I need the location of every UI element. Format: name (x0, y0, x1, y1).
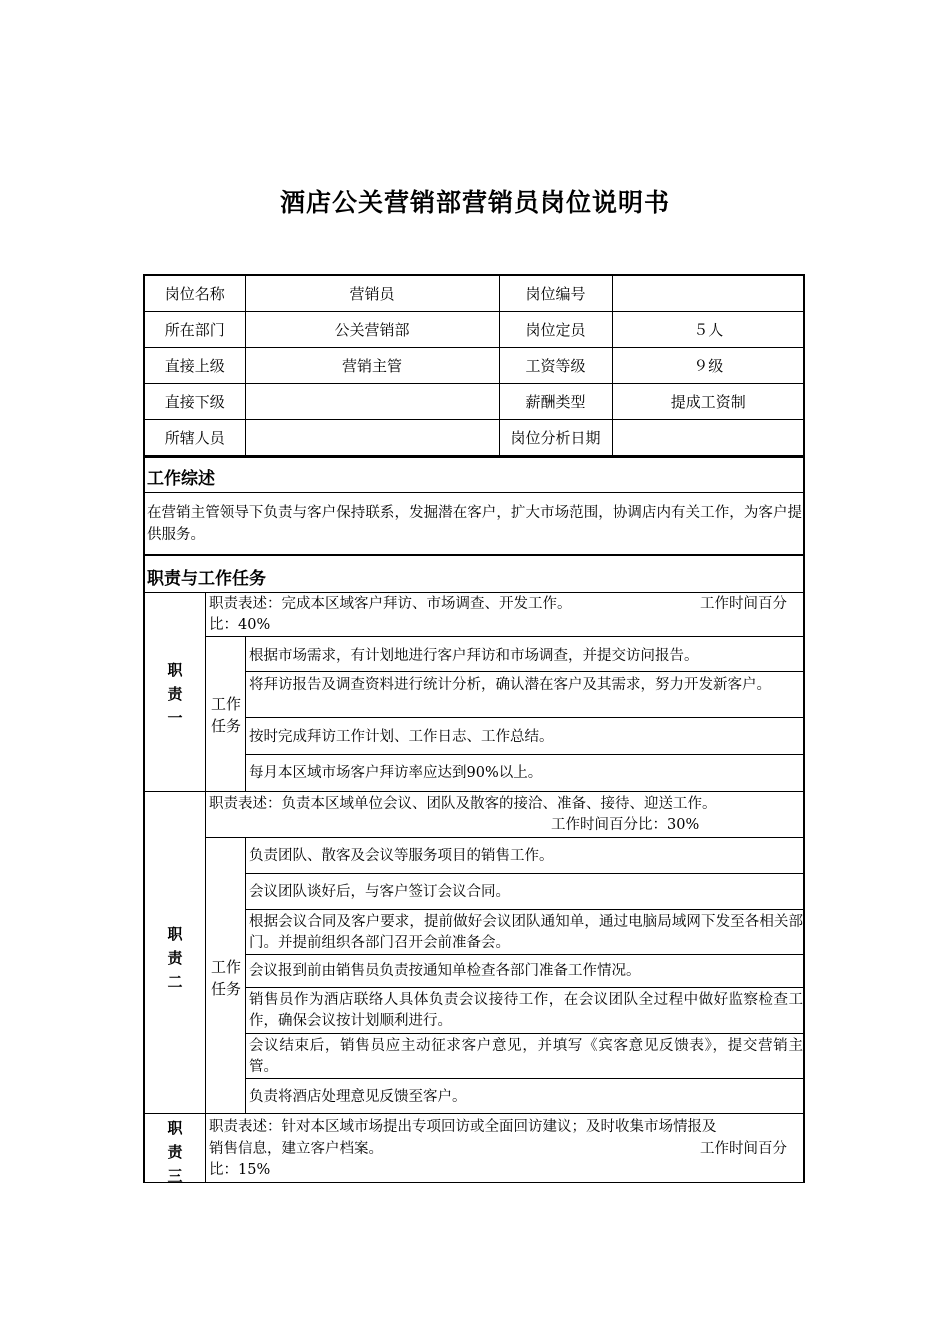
info-row (145, 276, 804, 312)
info-value: 营销主管 (245, 348, 499, 384)
divider (145, 592, 804, 593)
summary-text: 在营销主管领导下负责与客户保持联系，发掘潜在客户，扩大市场范围，协调店内有关工作，为客户提供服务。 (147, 505, 802, 543)
duty-2-task: 会议报到前由销售员负责按通知单检查各部门准备工作情况。 (249, 963, 641, 979)
info-row (145, 384, 804, 420)
info-label: 薪酬类型 (499, 384, 612, 420)
column-divider (205, 592, 206, 1183)
info-label: 所在部门 (145, 312, 245, 348)
task-1-label (206, 693, 246, 737)
info-value: 提成工资制 (612, 384, 804, 420)
duty-3-statement: 职责表述：针对本区域市场提出专项回访或全面回访建议；及时收集市场情报及 (209, 1119, 717, 1135)
divider (145, 492, 804, 493)
duty-1-task: 按时完成拜访工作计划、工作日志、工作总结。 (249, 729, 554, 745)
task-1-label-text: 工作任务 (210, 695, 241, 735)
duty-3-statement-cont: 销售信息，建立客户档案。 (209, 1141, 383, 1157)
document-title: 酒店公关营销部营销员岗位说明书 (279, 188, 670, 217)
info-label: 直接下级 (145, 384, 245, 420)
info-value: 营销员 (245, 276, 499, 312)
divider (245, 987, 804, 988)
duty-2-statement: 职责表述：负责本区域单位会议、团队及散客的接洽、准备、接待、迎送工作。 (209, 796, 717, 812)
divider (145, 456, 804, 458)
task-2-label (206, 956, 246, 1000)
info-label: 岗位定员 (499, 312, 612, 348)
duty-1-task: 将拜访报告及调查资料进行统计分析，确认潜在客户及其需求，努力开发新客户。 (249, 677, 771, 693)
divider (245, 717, 804, 718)
info-value (612, 420, 804, 456)
basic-info-table (145, 276, 804, 456)
duty-1-percent: 比：40% (209, 617, 271, 633)
duties-heading: 职责与工作任务 (147, 569, 266, 589)
duty-1-percent-label: 工作时间百分 (700, 596, 787, 612)
info-value (245, 420, 499, 456)
duty-3-percent: 比：15% (209, 1162, 271, 1178)
duty-3-label (146, 1116, 204, 1188)
duty-3-label-text: 职责三 (167, 1119, 183, 1185)
info-row (145, 420, 804, 456)
duty-2-task: 销售员作为酒店联络人具体负责会议接待工作，在会议团队全过程中做好监察检查工作，确保会议按计划顺利进行。 (249, 992, 803, 1029)
duty-1-label (146, 658, 204, 730)
divider (145, 1113, 804, 1114)
info-value (612, 276, 804, 312)
divider (245, 954, 804, 955)
info-label: 所辖人员 (145, 420, 245, 456)
duty-2-task: 负责团队、散客及会议等服务项目的销售工作。 (249, 848, 554, 864)
duty-2-task: 会议结束后，销售员应主动征求客户意见，并填写《宾客意见反馈表》，提交营销主管。 (249, 1038, 803, 1075)
duty-1-statement: 职责表述：完成本区域客户拜访、市场调查、开发工作。 (209, 596, 572, 612)
divider (145, 791, 804, 792)
info-label: 直接上级 (145, 348, 245, 384)
duty-2-task: 负责将酒店处理意见反馈至客户。 (249, 1089, 467, 1105)
divider (145, 554, 804, 556)
info-label: 岗位分析日期 (499, 420, 612, 456)
duty-2-label-text: 职责二 (167, 925, 183, 991)
info-value: 公关营销部 (245, 312, 499, 348)
duty-3-percent-label: 工作时间百分 (700, 1141, 787, 1157)
divider (245, 1078, 804, 1079)
duty-2-percent: 工作时间百分比：30% (551, 817, 700, 833)
divider (245, 1033, 804, 1034)
task-2-label-text: 工作任务 (210, 958, 241, 998)
divider (245, 909, 804, 910)
summary-heading: 工作综述 (147, 469, 215, 489)
duty-2-task: 根据会议合同及客户要求，提前做好会议团队通知单，通过电脑局域网下发至各相关部门。并提前组织各部门召开会前准备会。 (249, 914, 803, 951)
info-label: 岗位名称 (145, 276, 245, 312)
duty-1-task: 每月本区域市场客户拜访率应达到90%以上。 (249, 765, 543, 781)
info-label: 工资等级 (499, 348, 612, 384)
duty-1-task: 根据市场需求，有计划地进行客户拜访和市场调查，并提交访问报告。 (249, 648, 699, 664)
duty-2-task: 会议团队谈好后，与客户签订会议合同。 (249, 884, 510, 900)
info-row (145, 348, 804, 384)
divider (205, 837, 804, 838)
info-row (145, 312, 804, 348)
info-value: ９级 (612, 348, 804, 384)
info-label: 岗位编号 (499, 276, 612, 312)
duty-2-label (146, 922, 204, 994)
duty-1-label-text: 职责一 (167, 661, 183, 727)
info-value: ５人 (612, 312, 804, 348)
divider (205, 636, 804, 637)
divider (245, 873, 804, 874)
divider (245, 754, 804, 755)
divider (245, 671, 804, 672)
info-value (245, 384, 499, 420)
